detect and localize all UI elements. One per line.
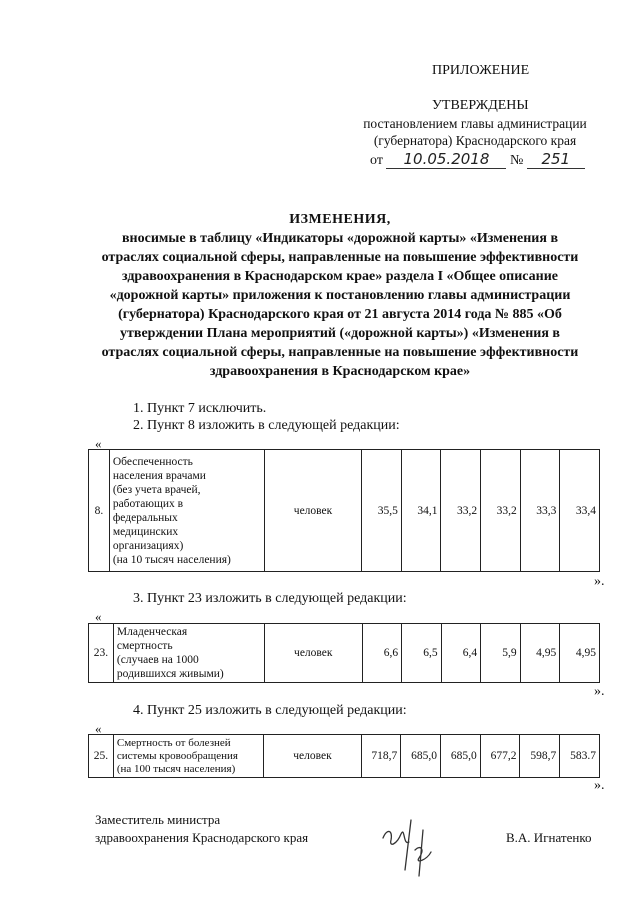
unit-cell: человек [264,624,362,683]
quote-open: « [95,721,102,736]
name-line: населения врачами [112,469,206,482]
name-line: федеральных [112,511,178,524]
name-line: системы кровообращения [116,749,238,762]
from-label: от [370,153,383,168]
quote-close: ». [594,574,605,589]
appendix-label: ПРИЛОЖЕНИЕ [432,63,530,78]
title-heading: ИЗМЕНЕНИЯ, [289,212,391,227]
value-cell: 5,9 [481,624,521,683]
approved-label: УТВЕРЖДЕНЫ [432,98,529,113]
indicator-name [109,450,264,572]
decree-date: 10.05.2018 [386,150,506,169]
quote-close: ». [594,778,605,793]
approval-line-1: постановлением главы администрации [363,116,587,131]
value-cell: 33,2 [481,450,521,572]
row-number: 25. [89,735,114,778]
signatory-name: В.А. Игнатенко [506,830,592,845]
value-cell: 685,0 [440,735,480,778]
name-line: (на 10 тысяч населения) [112,553,231,566]
name-line: Младенческая [116,626,188,638]
value-cell: 685,0 [401,735,441,778]
item-4: 4. Пункт 25 изложить в следующей редакции: [133,703,407,718]
table-row [89,735,600,778]
value-cell: 718,7 [361,735,401,778]
quote-close: ». [594,684,605,699]
value-cell: 598,7 [520,735,560,778]
document-title [70,210,610,381]
value-cell: 33,2 [441,450,481,572]
item-1: 1. Пункт 7 исключить. [133,401,267,416]
name-line: Смертность от болезней [116,736,231,749]
table-item-25 [88,734,600,778]
title-line: утверждении Плана мероприятий («дорожной карты») «Изменения в [120,326,560,341]
value-cell: 6,4 [441,624,481,683]
name-line: (без учета врачей, [112,483,201,496]
value-cell: 6,5 [402,624,442,683]
title-line: (губернатора) Краснодарского края от 21 августа 2014 года № 885 «Об [118,307,562,322]
title-line: здравоохранения в Краснодарском крае» [209,364,471,379]
row-number: 23. [89,624,114,683]
name-line: родившихся живыми) [116,668,224,680]
table-row [89,450,600,572]
value-cell: 4,95 [560,624,600,683]
signatory-position-2: здравоохранения Краснодарского края [95,830,309,845]
indicator-name [113,735,264,778]
value-cell: 4,95 [520,624,560,683]
value-cell: 677,2 [480,735,520,778]
name-line: Обеспеченность [112,455,193,468]
number-label: № [509,153,524,168]
quote-open: « [95,609,102,624]
quote-open: « [95,436,102,451]
value-cell: 35,5 [362,450,402,572]
table-item-23 [88,623,600,683]
title-line: отраслях социальной сферы, направленные на повышение эффективности [101,345,579,360]
item-2: 2. Пункт 8 изложить в следующей редакции: [133,418,400,433]
value-cell: 33,4 [560,450,600,572]
name-line: смертность [116,640,173,652]
item-3: 3. Пункт 23 изложить в следующей редакции: [133,591,407,606]
title-line: «дорожной карты» приложения к постановлению главы администрации [109,288,571,303]
unit-cell: человек [264,450,361,572]
title-line: вносимые в таблицу «Индикаторы «дорожной карты» «Изменения в [121,231,559,246]
handwritten-signature [375,800,445,880]
value-cell: 33,3 [520,450,560,572]
table-item-8 [88,449,600,572]
value-cell: 6,6 [362,624,402,683]
title-line: здравоохранения в Краснодарском крае» раздела I «Общее описание [121,269,559,284]
name-line: (на 100 тысяч населения) [116,762,236,775]
name-line: работающих в [112,497,184,510]
decree-number: 251 [527,150,585,169]
unit-cell: человек [264,735,361,778]
decree-date-row [370,150,585,169]
name-line: медицинских [112,525,179,538]
indicator-name [113,624,264,683]
approval-line-2: (губернатора) Краснодарского края [373,133,577,148]
value-cell: 583.7 [560,735,600,778]
table-row [89,624,600,683]
signatory-position-1: Заместитель министра [95,812,221,827]
value-cell: 34,1 [401,450,441,572]
name-line: организациях) [112,539,184,552]
title-line: отраслях социальной сферы, направленные на повышение эффективности [101,250,579,265]
name-line: (случаев на 1000 [116,654,199,666]
row-number: 8. [89,450,110,572]
